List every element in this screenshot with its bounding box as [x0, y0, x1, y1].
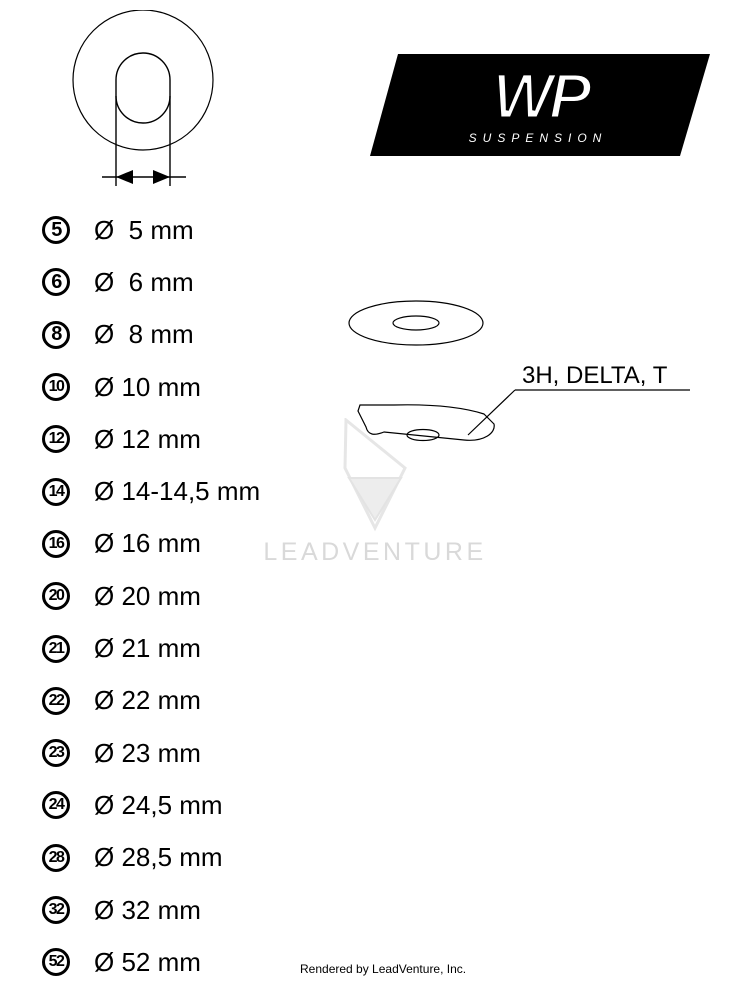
size-number-badge: 20	[42, 582, 70, 610]
callout-label: 3H, DELTA, T	[522, 362, 668, 389]
size-row-20	[42, 570, 260, 622]
size-number-badge: 5	[42, 216, 70, 244]
size-label: Ø 28,5 mm	[94, 842, 223, 873]
size-number-badge: 24	[42, 791, 70, 819]
washer-dimension-diagram	[60, 10, 220, 190]
size-legend	[42, 204, 260, 988]
size-row-6	[42, 256, 260, 308]
size-label: Ø 21 mm	[94, 633, 201, 664]
size-number-badge: 8	[42, 321, 70, 349]
size-label: Ø 14-14,5 mm	[94, 476, 261, 507]
size-row-32	[42, 884, 260, 936]
size-number-badge: 14	[42, 478, 70, 506]
size-number-badge: 21	[42, 635, 70, 663]
size-label: Ø 12 mm	[94, 423, 201, 454]
size-number-badge: 23	[42, 739, 70, 767]
size-number-badge: 52	[42, 948, 70, 976]
size-label: Ø 22 mm	[94, 685, 201, 716]
size-row-24	[42, 779, 260, 831]
size-number-badge: 16	[42, 530, 70, 558]
size-row-14	[42, 465, 260, 517]
size-row-21	[42, 622, 260, 674]
size-label: Ø 16 mm	[94, 528, 201, 559]
size-number-badge: 28	[42, 844, 70, 872]
size-number-badge: 12	[42, 425, 70, 453]
wp-suspension-logo	[368, 52, 712, 158]
logo-subtitle: SUSPENSION	[468, 131, 608, 145]
logo-mark: WP	[492, 60, 588, 132]
size-row-8	[42, 309, 260, 361]
size-row-52	[42, 936, 260, 988]
size-number-badge: 6	[42, 268, 70, 296]
watermark-text: LEADVENTURE	[263, 538, 487, 566]
size-label: Ø 5 mm	[94, 214, 194, 245]
size-row-28	[42, 832, 260, 884]
size-row-10	[42, 361, 260, 413]
size-label: Ø 52 mm	[94, 946, 201, 977]
size-label: Ø 24,5 mm	[94, 789, 223, 820]
size-number-badge: 32	[42, 896, 70, 924]
size-label: Ø 32 mm	[94, 894, 201, 925]
footer-credit: Rendered by LeadVenture, Inc.	[300, 962, 467, 976]
size-row-12	[42, 413, 260, 465]
size-row-23	[42, 727, 260, 779]
size-number-badge: 22	[42, 687, 70, 715]
size-row-16	[42, 518, 260, 570]
size-label: Ø 20 mm	[94, 580, 201, 611]
size-label: Ø 6 mm	[94, 266, 194, 297]
size-number-badge: 10	[42, 373, 70, 401]
leadventure-watermark	[245, 418, 505, 568]
watermark-emblem	[245, 418, 505, 538]
size-label: Ø 23 mm	[94, 737, 201, 768]
size-label: Ø 10 mm	[94, 371, 201, 402]
size-row-22	[42, 675, 260, 727]
size-label: Ø 8 mm	[94, 319, 194, 350]
size-row-5	[42, 204, 260, 256]
flat-washer-illustration	[344, 296, 494, 356]
